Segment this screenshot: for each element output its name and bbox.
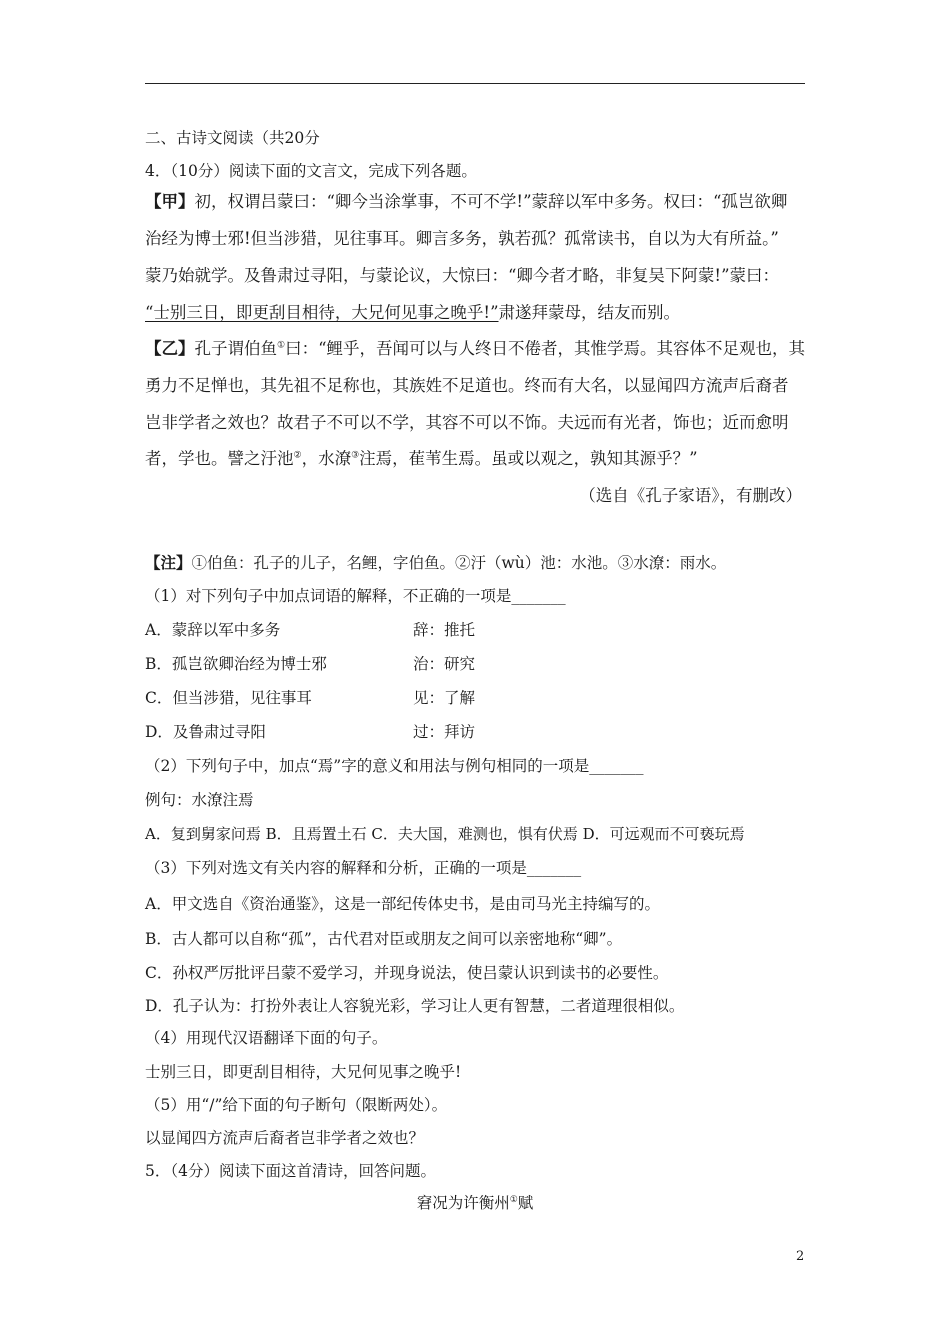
jia-line-3: 蒙乃始就学。及鲁肃过寻阳，与蒙论议，大惊曰：“卿今者才略，非复吴下阿蒙!”蒙曰： <box>145 266 780 285</box>
sub3-option-c: C．孙权严厉批评吕蒙不爱学习，并现身说法，使吕蒙认识到读书的必要性。 <box>145 964 669 982</box>
jia-line-1: 【甲】初，权谓吕蒙曰：“卿今当涂掌事，不可不学!”蒙辞以军中多务。权曰：“孤岂欲卿 <box>145 192 788 211</box>
yi-line-3: 岂非学者之效也？故君子不可以不学，其容不可以不饰。夫远而有光者，饰也；近而愈明 <box>145 413 789 432</box>
yi-line-1: 【乙】孔子谓伯鱼①曰：“鲤乎，吾闻可以与人终日不倦者，其惟学焉。其容体不足观也，其 <box>145 339 806 358</box>
sub5-stem: （5）用“/”给下面的句子断句（限断两处）。 <box>145 1096 448 1114</box>
page-number: 2 <box>796 1249 805 1264</box>
sub3-stem: （3）下列对选文有关内容的解释和分析，正确的一项是_______ <box>145 859 582 877</box>
yi-line-2: 勇力不足惮也，其先祖不足称也，其族姓不足道也。终而有大名，以显闻四方流声后裔者 <box>145 376 789 395</box>
yi-tag: 【乙】 <box>145 339 195 358</box>
sub2-stem: （2）下列句子中，加点“焉”字的意义和用法与例句相同的一项是_______ <box>145 757 644 775</box>
q5-header: 5．（4分）阅读下面这首清诗，回答问题。 <box>145 1162 436 1180</box>
sub3-option-a: A．甲文选自《资治通鉴》，这是一部纪传体史书，是由司马光主持编写的。 <box>145 895 660 913</box>
source-citation: （选自《孔子家语》，有删改） <box>579 486 802 505</box>
sub4-sentence: 士别三日，即更刮目相待，大兄何见事之晚乎! <box>145 1063 462 1081</box>
sub4-stem: （4）用现代汉语翻译下面的句子。 <box>145 1029 388 1047</box>
sub5-sentence: 以显闻四方流声后裔者岂非学者之效也？ <box>145 1129 425 1147</box>
sub3-option-b: B．古人都可以自称“孤”，古代君对臣或朋友之间可以亲密地称“卿”。 <box>145 930 623 948</box>
sub2-example: 例句：水潦注焉 <box>145 791 254 809</box>
jia-line-4: “士别三日，即更刮目相待，大兄何见事之晚乎!”肃遂拜蒙母，结友而别。 <box>145 303 681 322</box>
sub1-stem: （1）对下列句子中加点词语的解释，不正确的一项是_______ <box>145 587 566 605</box>
sub1-option-c: C．但当涉猎，见往事耳 见：了解 <box>145 689 476 707</box>
q4-header: 4．（10分）阅读下面的文言文，完成下列各题。 <box>145 162 477 180</box>
section-heading: 二、古诗文阅读（共20分 <box>145 129 320 147</box>
poem-title: 窘况为许衡州①赋 <box>416 1194 534 1212</box>
sub1-option-d: D．及鲁肃过寻阳 过：拜访 <box>145 723 476 741</box>
sub1-option-b: B．孤岂欲卿治经为博士邪 治：研究 <box>145 655 476 673</box>
sub2-options: A．复到舅家问焉 B．且焉置土石 C．夫大国，难测也，惧有伏焉 D．可远观而不可亵玩焉 <box>145 825 745 843</box>
yi-line-4: 者，学也。譬之汙池②，水潦③注焉，萑苇生焉。虽或以观之，孰知其源乎？” <box>145 449 698 468</box>
sub3-option-d: D．孔子认为：打扮外表让人容貌光彩，学习让人更有智慧，二者道理很相似。 <box>145 997 685 1015</box>
underlined-sentence: “士别三日，即更刮目相待，大兄何见事之晚乎!” <box>145 303 499 322</box>
sub1-option-a: A．蒙辞以军中多务 辞：推托 <box>145 621 476 639</box>
header-rule <box>145 83 805 84</box>
note: 【注】①伯鱼：孔子的儿子，名鲤，字伯鱼。②汙（wù）池：水池。③水潦：雨水。 <box>145 553 727 572</box>
jia-line-2: 治经为博士邪!但当涉猎，见往事耳。卿言多务，孰若孤？孤常读书，自以为大有所益。” <box>145 229 779 248</box>
jia-tag: 【甲】 <box>145 192 195 211</box>
